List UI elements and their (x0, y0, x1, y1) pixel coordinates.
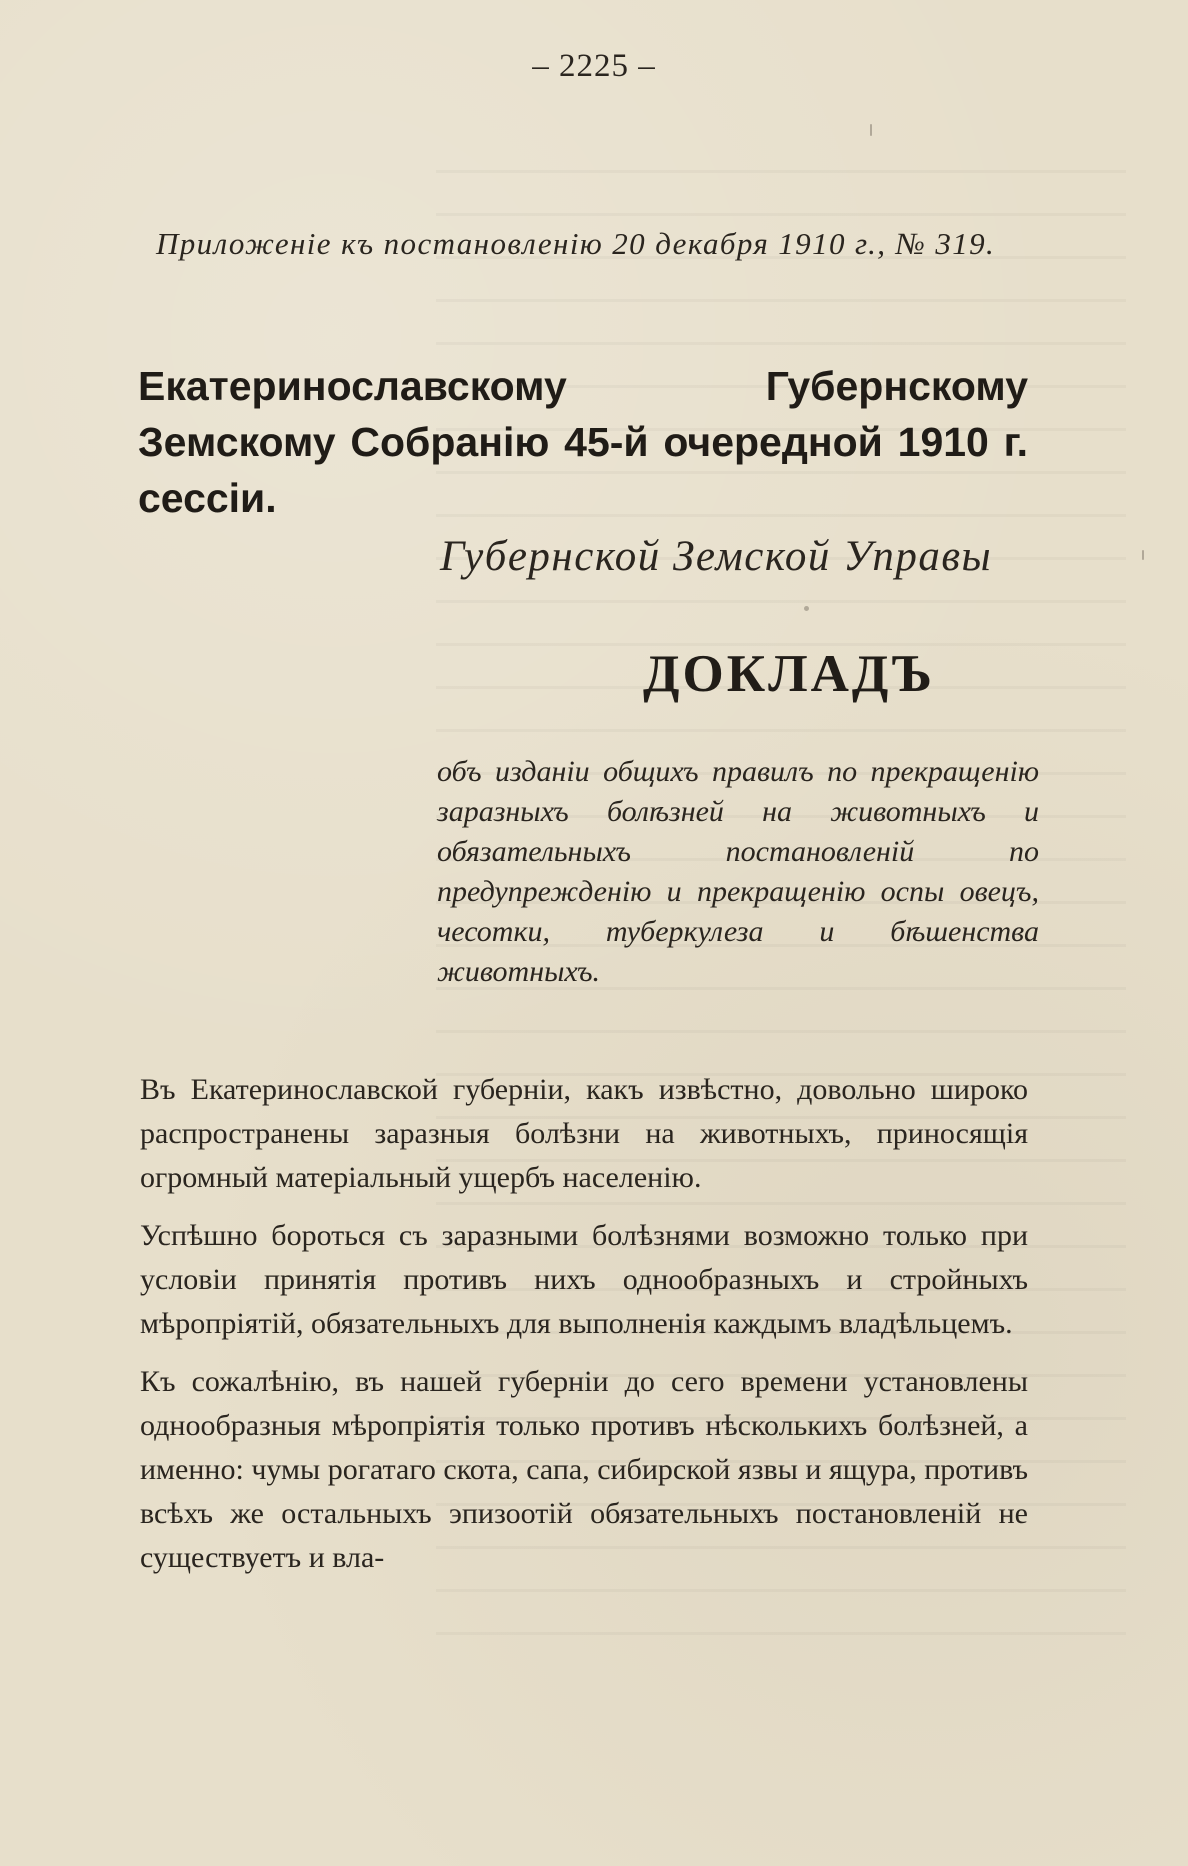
recipient-heading: Екатеринославскому Губернскому Земскому Собранію 45-й очередной 1910 г. сессіи. (138, 363, 1028, 521)
ink-speck (870, 124, 872, 136)
document-title: ДОКЛАДЪ (643, 645, 935, 703)
ink-speck (804, 606, 809, 611)
page-number: – 2225 – (532, 48, 656, 84)
subject-line: объ изданіи общихъ правилъ по прекращенію заразныхъ болѣзней на животныхъ и обязательныхъ постановленій по предупрежденію и прекращенію оспы овецъ, чесотки, туберкулеза и бѣшенства животныхъ. (437, 755, 1039, 988)
paragraph-1: Въ Екатеринославской губерніи, какъ извѣстно, довольно широко распространены заразныя болѣзни на животныхъ, приносящія огромный матеріальный ущербъ населенію. (140, 1073, 1028, 1194)
appendix-note: Приложеніе къ постановленію 20 декабря 1910 г., № 319. (156, 226, 996, 261)
paragraph-3: Къ сожалѣнію, въ нашей губерніи до сего времени установлены однообразныя мѣропріятія только противъ нѣсколькихъ болѣзней, а именно: чумы рогатаго скота, сапа, сибирской язвы и ящура, противъ всѣхъ же остальныхъ эпизоотій обязательныхъ постановленій не существуетъ и вла- (140, 1365, 1028, 1574)
paragraph-2: Успѣшно бороться съ заразными болѣзнями возможно только при условіи принятія противъ нихъ однообразныхъ и стройныхъ мѣропріятій, обязательныхъ для выполненія каждымъ владѣльцемъ. (140, 1219, 1028, 1340)
issuer-line: Губернской Земской Управы (440, 533, 993, 580)
ink-speck (1142, 550, 1144, 560)
body-text (140, 1068, 1028, 1594)
